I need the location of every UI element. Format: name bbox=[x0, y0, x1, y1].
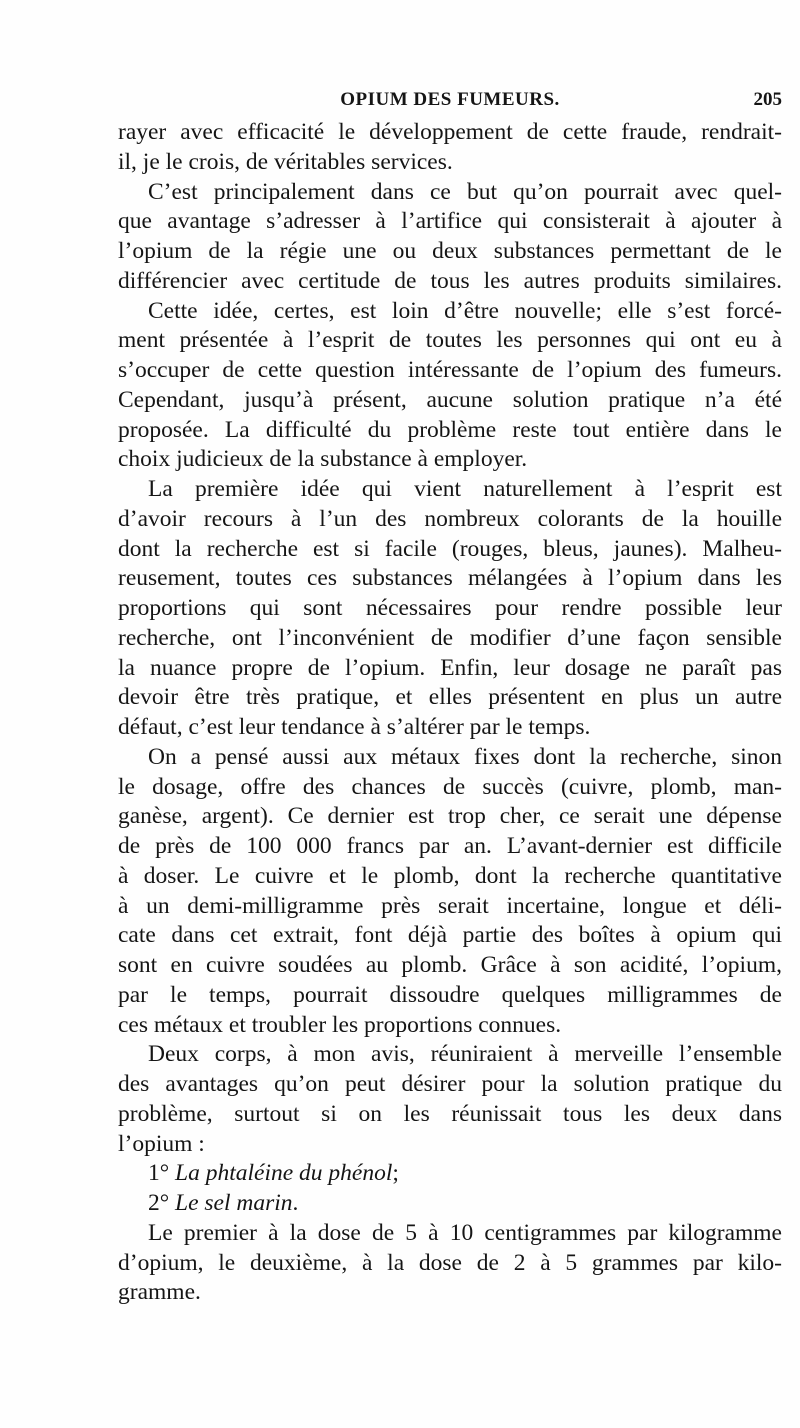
text-line: dont la recherche est si facile (rouges, bleus, jaunes). Malheu- bbox=[118, 535, 782, 562]
list-number: 1° bbox=[148, 1160, 176, 1187]
paragraph-first-line: Deux corps, à mon avis, réuniraient à merveille l’ensemble bbox=[148, 1041, 782, 1068]
paragraph-first-line: La première idée qui vient naturellement à l’esprit est bbox=[148, 476, 782, 502]
list-item-punctuation: ; bbox=[392, 1160, 399, 1187]
page-number: 205 bbox=[753, 89, 782, 110]
text-line: différencier avec certitude de tous les autres produits similaires. bbox=[118, 267, 782, 294]
text-line: recherche, ont l’inconvénient de modifier d’une façon sensible bbox=[118, 624, 782, 651]
body-text bbox=[118, 118, 782, 1308]
paragraph-first-line: On a pensé aussi aux métaux fixes dont la recherche, sinon bbox=[148, 743, 782, 770]
text-line: cate dans cet extrait, font déjà partie des boîtes à opium qui bbox=[118, 922, 782, 949]
text-line: à un demi-milligramme près serait incertaine, longue et déli- bbox=[118, 892, 782, 919]
text-line: proposée. La difficulté du problème reste tout entière dans le bbox=[118, 416, 782, 443]
text-line: Cependant, jusqu’à présent, aucune solution pratique n’a été bbox=[118, 386, 782, 413]
list-item-punctuation: . bbox=[292, 1190, 299, 1216]
text-line: la nuance propre de l’opium. Enfin, leur dosage ne paraît pas bbox=[118, 654, 782, 681]
paragraph-first-line: C’est principalement dans ce but qu’on pourrait avec quel- bbox=[148, 178, 782, 205]
list-item-2 bbox=[118, 1189, 782, 1219]
text-line: l’opium : bbox=[118, 1130, 205, 1157]
text-line: ces métaux et troubler les proportions connues. bbox=[118, 1011, 562, 1038]
text-line: choix judicieux de la substance à employer. bbox=[118, 446, 528, 473]
text-line: ment présentée à l’esprit de toutes les personnes qui ont eu à bbox=[118, 327, 782, 354]
text-line: l’opium de la régie une ou deux substances permettant de le bbox=[118, 238, 782, 264]
text-line: proportions qui sont nécessaires pour rendre possible leur bbox=[118, 595, 782, 621]
text-line: d’opium, le deuxième, à la dose de 2 à 5 grammes par kilo- bbox=[118, 1249, 782, 1276]
text-line: devoir être très pratique, et elles présentent en plus un autre bbox=[118, 684, 782, 711]
text-line: que avantage s’adresser à l’artifice qui consisterait à ajouter à bbox=[118, 208, 782, 235]
list-item-text: La phtaléine du phénol bbox=[175, 1160, 393, 1187]
text-line: de près de 100 000 francs par an. L’avant-dernier est difficile bbox=[118, 833, 782, 859]
text-line: défaut, c’est leur tendance à s’altérer par le temps. bbox=[118, 714, 591, 740]
paragraph-first-line: Cette idée, certes, est loin d’être nouvelle; elle s’est forcé- bbox=[148, 297, 782, 324]
running-title: OPIUM DES FUMEURS. bbox=[340, 89, 560, 110]
text-line: ganèse, argent). Ce dernier est trop cher, ce serait une dépense bbox=[118, 803, 782, 830]
text-line: des avantages qu’on peut désirer pour la solution pratique du bbox=[118, 1071, 782, 1097]
text-line: problème, surtout si on les réunissait tous les deux dans bbox=[118, 1100, 782, 1127]
text-line: s’occuper de cette question intéressante de l’opium des fumeurs. bbox=[118, 357, 782, 383]
text-line: à doser. Le cuivre et le plomb, dont la recherche quantitative bbox=[118, 862, 782, 889]
text-line: par le temps, pourrait dissoudre quelques milligrammes de bbox=[118, 981, 782, 1008]
text-line: le dosage, offre des chances de succès (cuivre, plomb, man- bbox=[118, 773, 782, 800]
text-line: rayer avec efficacité le développement de cette fraude, rendrait- bbox=[118, 119, 782, 145]
text-line: d’avoir recours à l’un des nombreux colorants de la houille bbox=[118, 505, 782, 532]
text-line: gramme. bbox=[118, 1279, 201, 1306]
text-line: reusement, toutes ces substances mélangées à l’opium dans les bbox=[118, 565, 782, 592]
list-item-text: Le sel marin bbox=[175, 1190, 293, 1216]
paragraph-first-line: Le premier à la dose de 5 à 10 centigrammes par kilogramme bbox=[148, 1219, 782, 1246]
text-line: sont en cuivre soudées au plomb. Grâce à son acidité, l’opium, bbox=[118, 952, 782, 978]
list-number: 2° bbox=[148, 1190, 176, 1216]
text-line: il, je le crois, de véritables services. bbox=[118, 148, 453, 175]
list-item-1 bbox=[118, 1159, 782, 1189]
running-header bbox=[118, 86, 782, 114]
